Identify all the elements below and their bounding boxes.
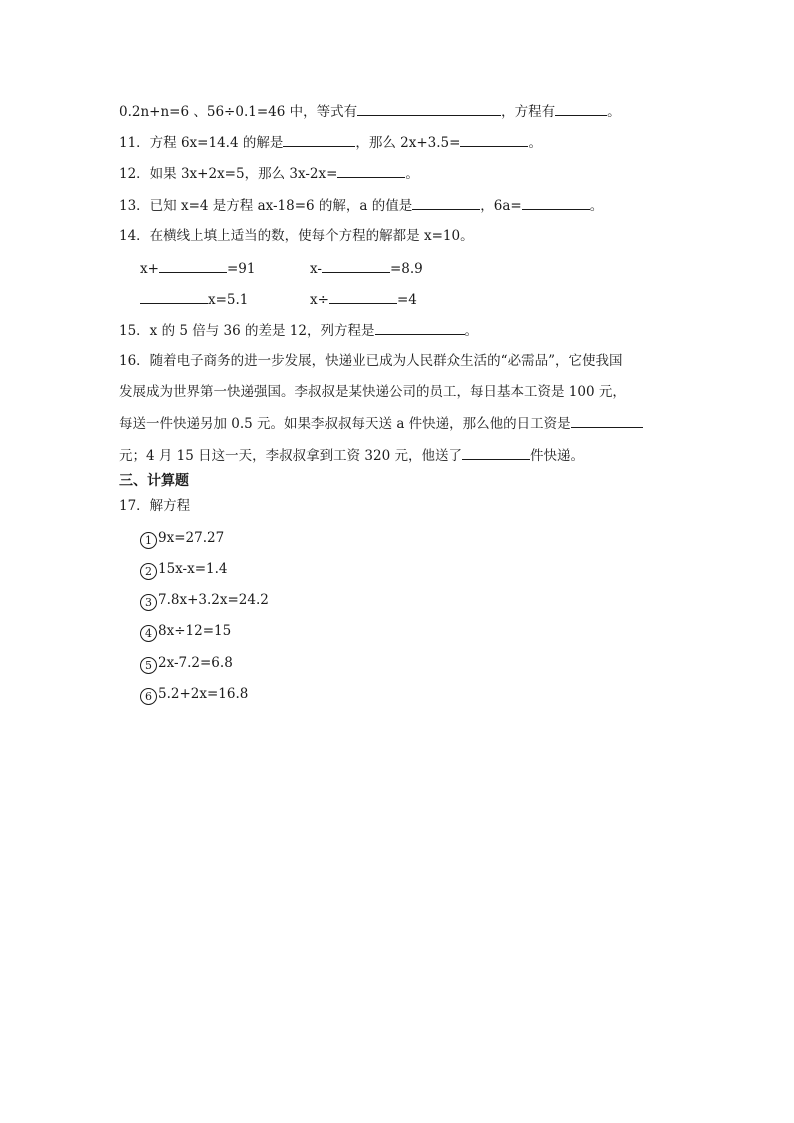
q13-blank-a[interactable] [412, 195, 480, 210]
circled-number-6: 6 [140, 688, 157, 705]
q11-blank-value[interactable] [460, 132, 528, 147]
q14-eq4-suffix: =4 [396, 292, 417, 308]
q17-equation-4 [140, 621, 231, 642]
question-12 [119, 163, 419, 184]
circled-number-5: 5 [140, 657, 157, 674]
q16-line4-text: 元；4 月 15 日这一天，李叔叔拿到工资 320 元，他送了 [119, 448, 462, 464]
q12-blank[interactable] [337, 163, 405, 178]
question-13 [119, 195, 603, 216]
q17-eq3-text: 7.8x+3.2x=24.2 [158, 592, 269, 608]
q17-equation-2 [140, 559, 228, 580]
q15-text: 15．x 的 5 倍与 36 的差是 12，列方程是 [119, 323, 375, 339]
q14-equation-1 [140, 258, 255, 279]
question-15 [119, 320, 478, 341]
q16-blank-wage[interactable] [571, 413, 643, 428]
q14-eq1-prefix: x+ [140, 261, 159, 277]
question-17-title: 17．解方程 [119, 498, 191, 514]
q16-line4-suffix: 件快递。 [530, 448, 584, 464]
q14-eq2-prefix: x- [310, 261, 322, 277]
q11-period: 。 [528, 135, 542, 151]
q14-eq1-suffix: =91 [226, 261, 256, 277]
q13-text-b: ，6a= [480, 198, 522, 214]
q14-eq4-prefix: x÷ [310, 292, 329, 308]
q12-text: 12．如果 3x+2x=5，那么 3x-2x= [119, 166, 338, 182]
question-14: 14．在横线上填上适当的数，使每个方程的解都是 x=10。 [119, 228, 474, 244]
q14-equation-3 [140, 289, 248, 310]
question-16-line-4 [119, 445, 584, 466]
section-3-title: 三、计算题 [119, 473, 189, 489]
q17-equation-3 [140, 590, 269, 611]
q15-period: 。 [464, 323, 478, 339]
q16-line3-text: 每送一件快递另加 0.5 元。如果李叔叔每天送 a 件快递，那么他的日工资是 [119, 416, 571, 432]
q17-eq4-text: 8x÷12=15 [158, 623, 232, 639]
q13-period: 。 [589, 198, 604, 214]
question-10-line [119, 101, 621, 122]
question-16-line-1: 16．随着电子商务的进一步发展，快递业已成为人民群众生活的“必需品”，它使我国 [119, 353, 623, 369]
q10-period: 。 [607, 104, 621, 120]
q10-blank-equations-count[interactable] [555, 101, 607, 116]
question-16-line-3 [119, 413, 643, 434]
circled-number-2: 2 [140, 563, 157, 580]
q10-text: 0.2n+n=6 、56÷0.1=46 中，等式有 [119, 104, 358, 120]
circled-number-3: 3 [140, 594, 157, 611]
q14-equation-4 [310, 289, 417, 310]
q14-equation-2 [310, 258, 423, 279]
q14-eq2-suffix: =8.9 [389, 261, 423, 277]
q10-text-b: ，方程有 [501, 104, 556, 120]
q17-equation-1 [140, 528, 224, 549]
q14-eq2-blank[interactable] [322, 258, 390, 273]
q17-equation-6 [140, 684, 248, 705]
q15-blank[interactable] [375, 320, 465, 335]
q10-blank-equations[interactable] [357, 101, 501, 116]
q11-blank-solution[interactable] [283, 132, 355, 147]
q17-eq2-text: 15x-x=1.4 [158, 561, 228, 577]
q14-eq3-suffix: x=5.1 [208, 292, 249, 308]
q17-eq1-text: 9x=27.27 [158, 530, 225, 546]
q14-eq3-blank[interactable] [140, 289, 208, 304]
circled-number-4: 4 [140, 625, 157, 642]
question-16-line-2: 发展成为世界第一快递强国。李叔叔是某快递公司的员工，每日基本工资是 100 元， [119, 384, 626, 400]
q13-blank-6a[interactable] [522, 195, 590, 210]
q14-eq4-blank[interactable] [329, 289, 397, 304]
q12-period: 。 [405, 166, 419, 182]
question-11 [119, 132, 542, 153]
q17-equation-5 [140, 653, 233, 674]
q16-blank-count[interactable] [462, 445, 530, 460]
circled-number-1: 1 [140, 532, 157, 549]
q11-text: 11．方程 6x=14.4 的解是 [119, 135, 284, 151]
q17-eq5-text: 2x-7.2=6.8 [158, 655, 233, 671]
q17-eq6-text: 5.2+2x=16.8 [158, 686, 249, 702]
q11-text-b: ，那么 2x+3.5= [355, 135, 461, 151]
q13-text: 13．已知 x=4 是方程 ax-18=6 的解，a 的值是 [119, 198, 413, 214]
q14-eq1-blank[interactable] [159, 258, 227, 273]
